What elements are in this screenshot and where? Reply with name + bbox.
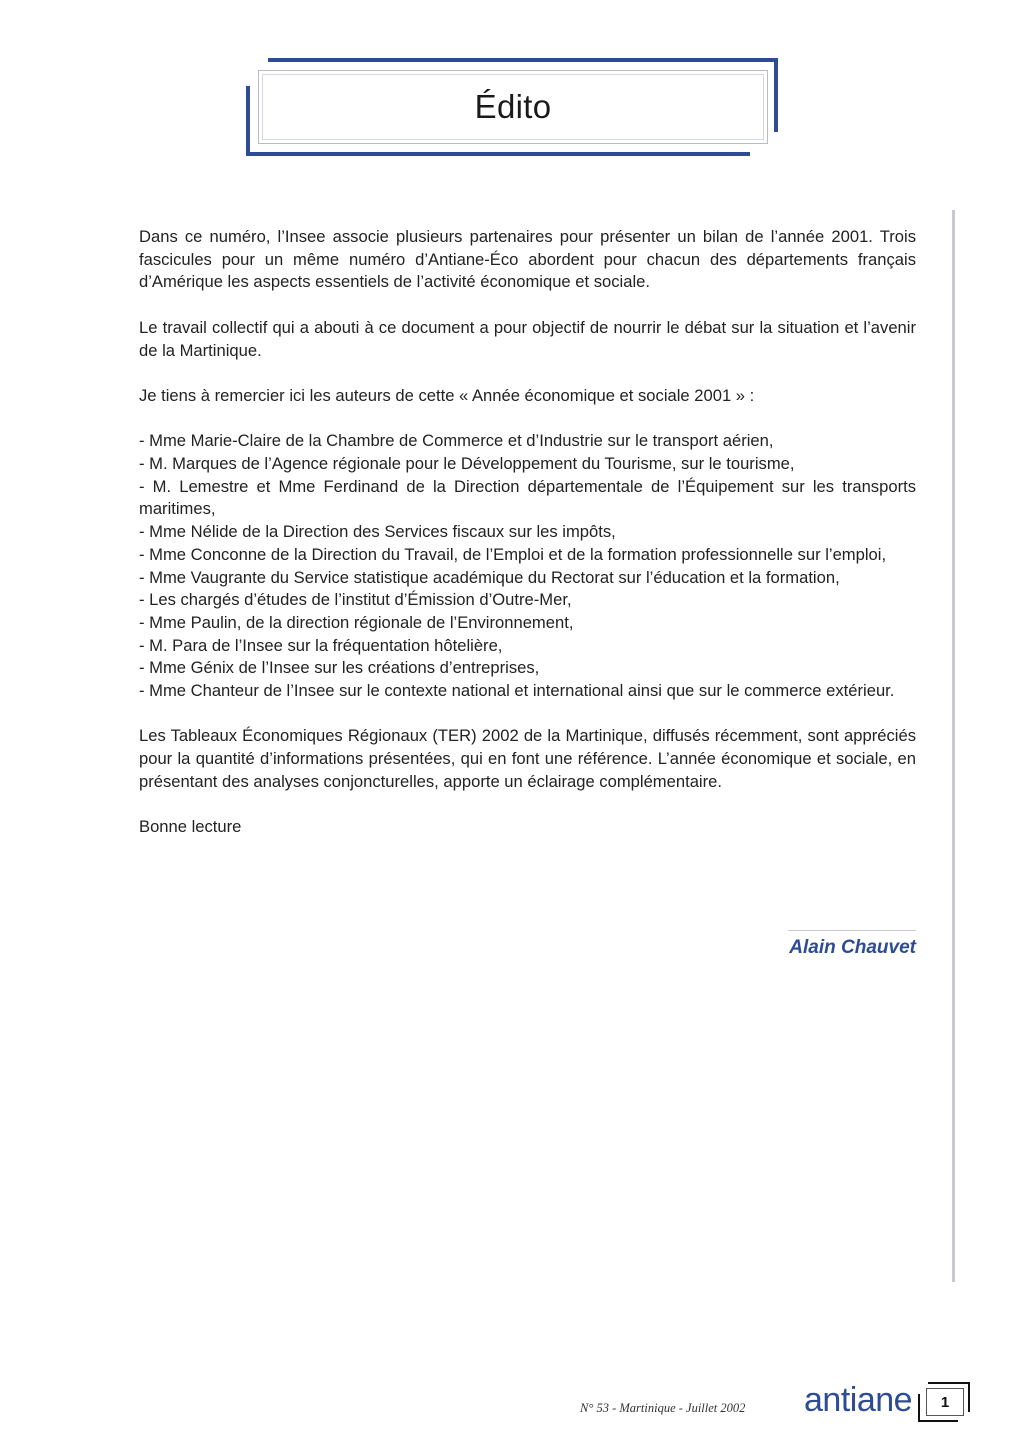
closing-line: Bonne lecture — [139, 817, 242, 837]
title-frame-bottom-bar — [246, 152, 750, 156]
title-frame-top-bar — [268, 58, 778, 62]
list-item: - Mme Nélide de la Direction des Services fiscaux sur les impôts, — [139, 522, 616, 542]
page-title: Édito — [474, 88, 552, 125]
antiane-logo: antiane — [804, 1381, 913, 1419]
ter-paragraph: Les Tableaux Économiques Régionaux (TER) 2002 de la Martinique, diffusés récemment, sont appréciés pour la quantité d’informations présentées, qui en font une référence. L’année économique et sociale, en présentant des analyses conjoncturelles, apporte un éclairage complémentaire. — [139, 726, 916, 791]
page-box-bottom-bar — [918, 1420, 958, 1422]
list-item: - Mme Génix de l’Insee sur les créations d’entreprises, — [139, 658, 540, 678]
list-item: - Les chargés d’études de l’institut d’Émission d’Outre-Mer, — [139, 590, 572, 610]
title-frame-left-bar — [246, 86, 250, 154]
list-item: - Mme Chanteur de l’Insee sur le contexte national et international ainsi que sur le commerce extérieur. — [139, 681, 895, 701]
title-frame-right-bar — [774, 58, 778, 132]
signature-rule — [788, 930, 916, 931]
page-number: 1 — [926, 1388, 964, 1416]
footer-issue-label: N° 53 - Martinique - Juillet 2002 — [580, 1401, 746, 1415]
list-item: - M. Lemestre et Mme Ferdinand de la Direction départementale de l’Équipement sur les transports maritimes, — [139, 476, 916, 519]
page-number-box — [918, 1382, 970, 1422]
list-item: - M. Para de l’Insee sur la fréquentation hôtelière, — [139, 635, 503, 655]
objective-paragraph: Le travail collectif qui a abouti à ce document a pour objectif de nourrir le débat sur la situation et l’avenir de la Martinique. — [139, 317, 916, 360]
list-item: - Mme Vaugrante du Service statistique académique du Rectorat sur l’éducation et la formation, — [139, 567, 840, 587]
list-item: - M. Marques de l’Agence régionale pour le Développement du Tourisme, sur le tourisme, — [139, 453, 795, 473]
page-box-top-bar — [928, 1382, 970, 1384]
title-box — [258, 70, 768, 144]
article-body — [139, 226, 916, 862]
list-item: - Mme Paulin, de la direction régionale de l’Environnement, — [139, 612, 574, 632]
list-item: - Mme Conconne de la Direction du Travail, de l’Emploi et de la formation professionnelle sur l’emploi, — [139, 544, 887, 564]
thanks-paragraph: Je tiens à remercier ici les auteurs de cette « Année économique et sociale 2001 » : — [139, 385, 755, 405]
page-box-right-bar — [968, 1382, 970, 1412]
signature-block — [788, 930, 916, 959]
title-frame — [246, 58, 778, 156]
authors-list — [139, 430, 916, 702]
side-vertical-rule — [952, 210, 955, 1282]
signature: Alain Chauvet — [789, 937, 916, 958]
list-item: - Mme Marie-Claire de la Chambre de Commerce et d’Industrie sur le transport aérien, — [139, 431, 774, 451]
page-box-left-bar — [918, 1394, 920, 1422]
intro-paragraph: Dans ce numéro, l’Insee associe plusieurs partenaires pour présenter un bilan de l’année 2001. Trois fascicules pour un même numéro d’Antiane-Éco abordent pour chacun des départements français d’Amérique les aspects essentiels de l’activité économique et sociale. — [139, 227, 916, 292]
